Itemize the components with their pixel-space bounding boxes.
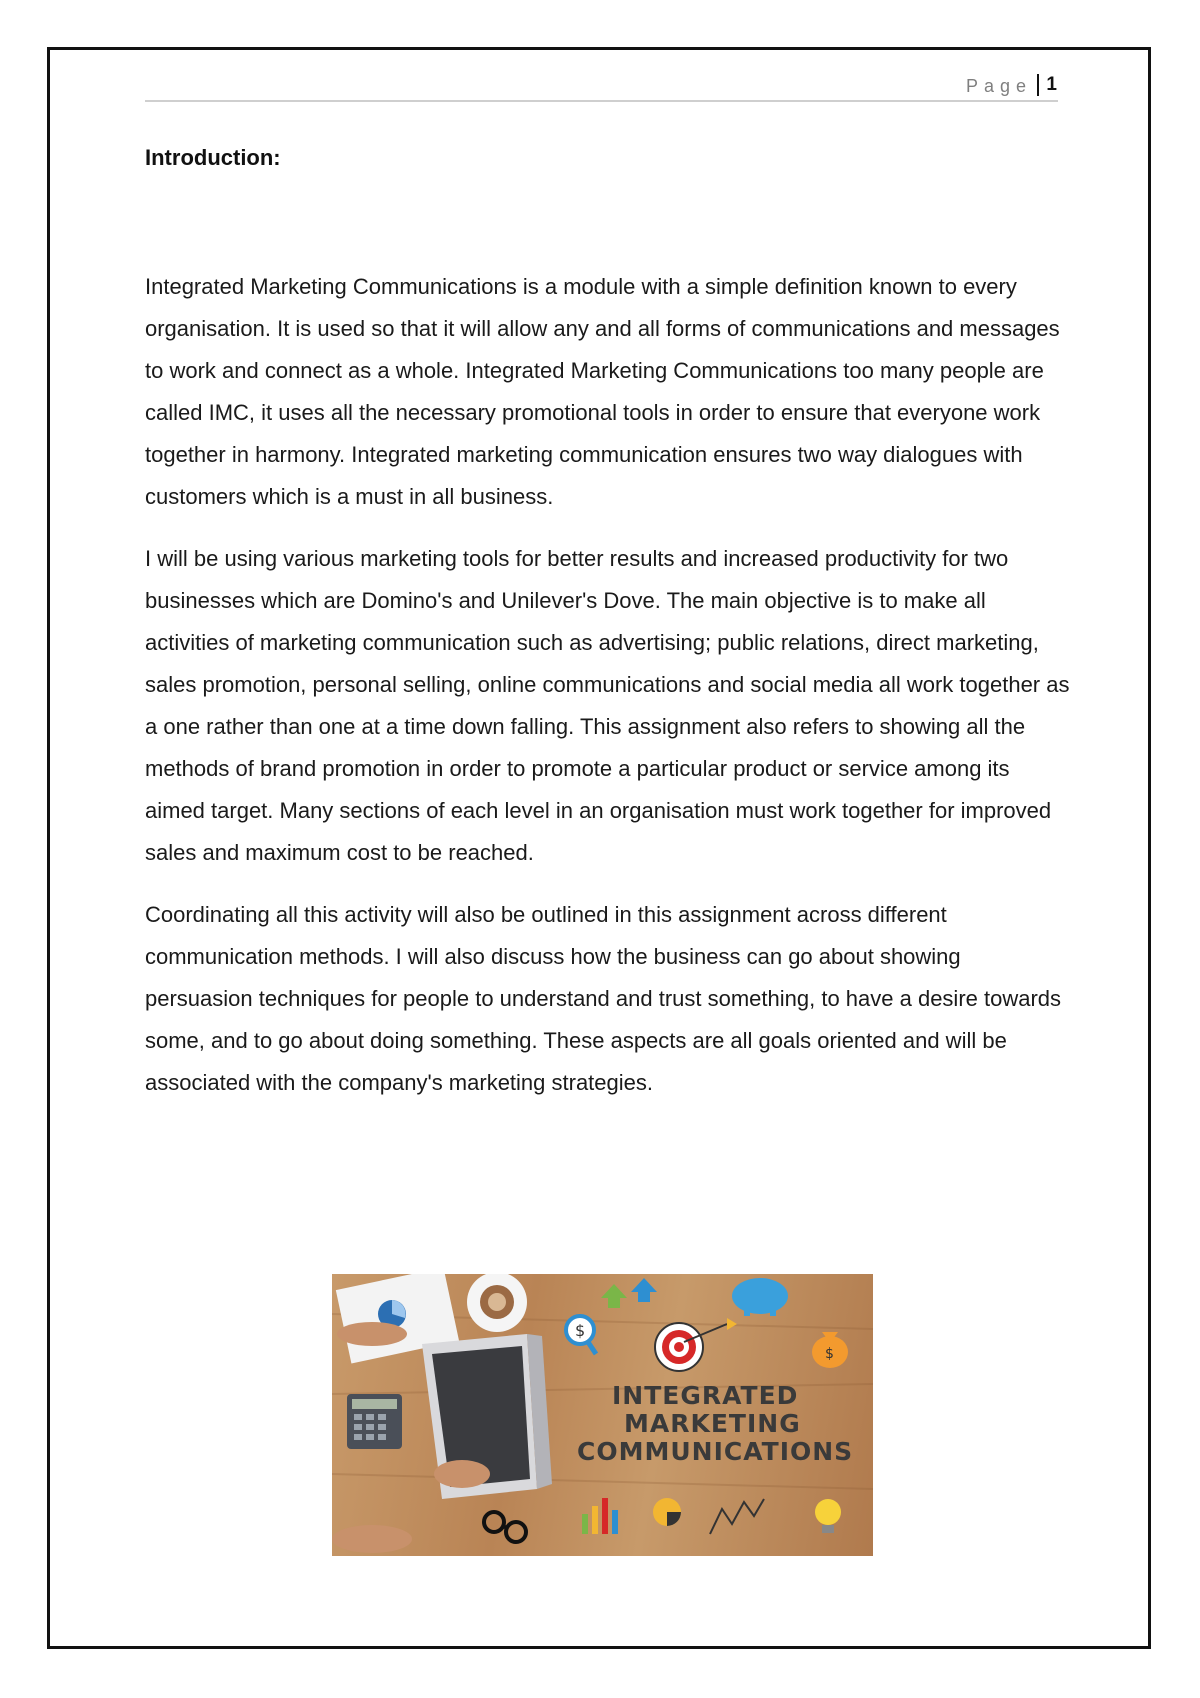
- line-graph-icon: [710, 1499, 764, 1534]
- paragraph-2: I will be using various marketing tools for better results and increased productivity for two businesses which are Domino's and Unilever's Dove. The main objective is to make all activities of marketing communication such as advertising; public relations, direct marketing, sales promotion, personal selling, online communications and social media all work together as a one rather than one at a time down falling. This assignment also refers to showing all the methods of brand promotion in order to promote a particular product or service among its aimed target. Many sections of each level in an organisation must work together for improved sales and maximum cost to be reached.: [145, 546, 1070, 865]
- page-header: [145, 72, 1058, 102]
- magnifier-dollar-icon: [566, 1316, 596, 1354]
- paragraph-3: Coordinating all this activity will also be outlined in this assignment across different communication methods. I will also discuss how the business can go about showing persuasion techniques for people to understand and trust something, to have a desire towards some, and to go about doing something. These aspects are all goals oriented and will be associated with the company's marketing strategies.: [145, 902, 1062, 1095]
- arrows-icon: [601, 1278, 657, 1308]
- page-number: 1: [1046, 74, 1057, 95]
- paragraph-1: Integrated Marketing Communications is a module with a simple definition known to every organisation. It is used so that it will allow any and all forms of communications and messages to work and connect as a whole. Integrated Marketing Communications too many people are called IMC, it uses all the necessary promotional tools in order to ensure that everyone work together in harmony. Integrated marketing communication ensures two way dialogues with customers which is a must in all business.: [145, 274, 1060, 509]
- calculator-icon: [347, 1394, 402, 1449]
- body-text: [145, 266, 1070, 1124]
- figure-title-line-2: MARKETING: [624, 1409, 801, 1438]
- coffee-cup-icon: [467, 1274, 527, 1332]
- glasses-icon: [484, 1512, 526, 1542]
- figure-title-line-3: COMMUNICATIONS: [577, 1437, 854, 1466]
- imc-illustration: [332, 1274, 873, 1556]
- figure-title-line-1: INTEGRATED: [612, 1381, 799, 1410]
- page-label: Page: [965, 76, 1032, 96]
- svg-text:$: $: [575, 1321, 586, 1340]
- piggy-bank-icon: [732, 1278, 788, 1316]
- page-separator: [1037, 74, 1039, 96]
- svg-text:$: $: [825, 1346, 834, 1362]
- pie-chart-icon: [653, 1498, 681, 1526]
- section-heading: Introduction:: [145, 145, 281, 170]
- bar-chart-icon: [582, 1498, 618, 1534]
- lightbulb-icon: [815, 1499, 841, 1533]
- target-icon: [655, 1318, 737, 1371]
- money-bag-icon: [812, 1332, 848, 1368]
